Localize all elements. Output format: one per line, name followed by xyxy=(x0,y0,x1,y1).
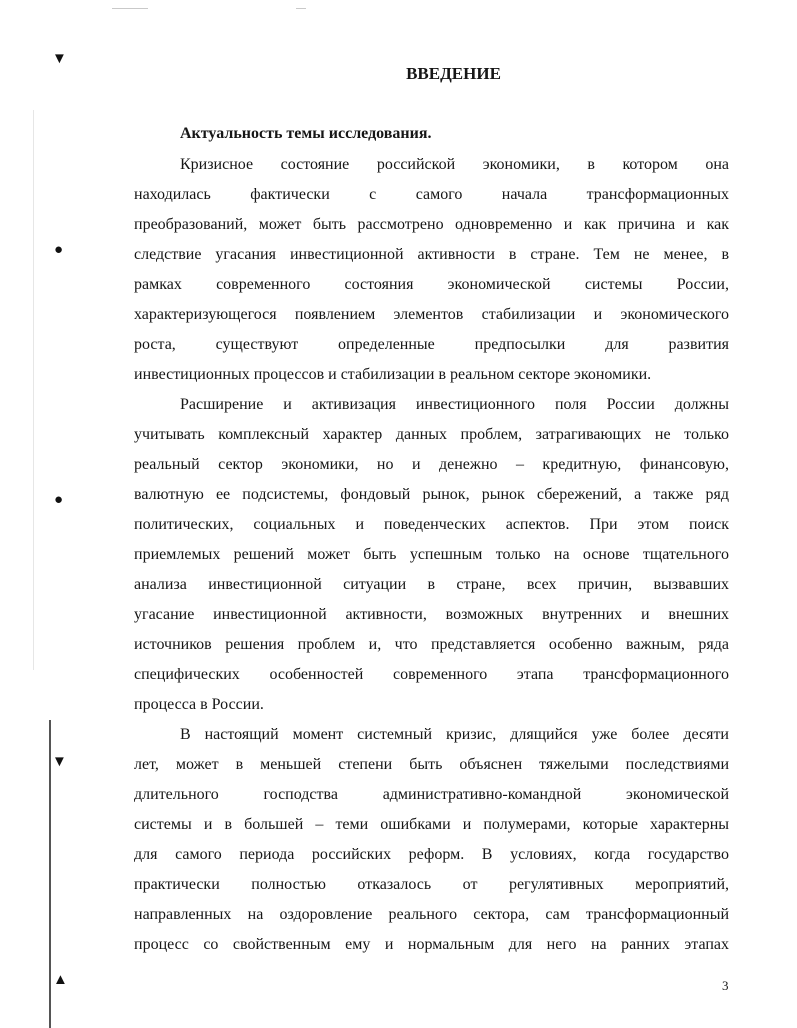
text-line: источников решения проблем и, что представляется особенно важным, ряда xyxy=(134,636,729,653)
binding-hole-mark: ▼ xyxy=(52,51,67,67)
text-line: направленных на оздоровление реального сектора, сам трансформационный xyxy=(134,906,729,923)
text-line: приемлемых решений может быть успешным только на основе тщательного xyxy=(134,546,729,563)
body-text xyxy=(134,150,729,960)
text-line: процесс со свойственным ему и нормальным для него на ранних этапах xyxy=(134,936,729,953)
text-line: длительного господства административно-командной экономической xyxy=(134,786,729,803)
text-line: валютную ее подсистемы, фондовый рынок, рынок сбережений, а также ряд xyxy=(134,486,729,503)
text-line: процесса в России. xyxy=(134,696,264,713)
text-line: В настоящий момент системный кризис, длящийся уже более десяти xyxy=(180,726,729,743)
text-line: реальный сектор экономики, но и денежно – кредитную, финансовую, xyxy=(134,456,729,473)
text-line: лет, может в меньшей степени быть объяснен тяжелыми последствиями xyxy=(134,756,729,773)
text-line: системы и в большей – теми ошибками и полумерами, которые характерны xyxy=(134,816,729,833)
text-line: политических, социальных и поведенческих аспектов. При этом поиск xyxy=(134,516,729,533)
text-line: специфических особенностей современного этапа трансформационного xyxy=(134,666,729,683)
text-line: анализа инвестиционной ситуации в стране, всех причин, вызвавших xyxy=(134,576,729,593)
page-number: 3 xyxy=(722,978,729,993)
section-subheading: Актуальность темы исследования. xyxy=(180,125,432,142)
binding-hole-mark: ● xyxy=(54,242,64,258)
scan-artifact-line xyxy=(296,8,306,9)
text-line: для самого периода российских реформ. В условиях, когда государство xyxy=(134,846,729,863)
binding-hole-mark: ▲ xyxy=(53,972,68,988)
scan-artifact-line xyxy=(112,8,148,9)
text-line: Кризисное состояние российской экономики, в котором она xyxy=(180,156,729,173)
text-line: инвестиционных процессов и стабилизации в реальном секторе экономики. xyxy=(134,366,652,383)
text-line: учитывать комплексный характер данных проблем, затрагивающих не только xyxy=(134,426,729,443)
text-line: находилась фактически с самого начала трансформационных xyxy=(134,186,729,203)
text-line: рамках современного состояния экономической системы России, xyxy=(134,276,729,293)
text-line: роста, существуют определенные предпосылки для развития xyxy=(134,336,729,353)
text-line: угасание инвестиционной активности, возможных внутренних и внешних xyxy=(134,606,729,623)
binding-hole-mark: ● xyxy=(54,492,64,508)
text-line: практически полностью отказалось от регулятивных мероприятий, xyxy=(134,876,729,893)
binding-hole-mark: ▼ xyxy=(52,754,67,770)
binding-edge-rule xyxy=(49,720,51,1028)
text-line: преобразований, может быть рассмотрено одновременно и как причина и как xyxy=(134,216,729,233)
section-title: ВВЕДЕНИЕ xyxy=(406,64,501,83)
text-line: характеризующегося появлением элементов стабилизации и экономического xyxy=(134,306,729,323)
text-line: следствие угасания инвестиционной активности в стране. Тем не менее, в xyxy=(134,246,729,263)
text-line: Расширение и активизация инвестиционного поля России должны xyxy=(180,396,729,413)
binding-edge-shadow xyxy=(33,110,34,670)
